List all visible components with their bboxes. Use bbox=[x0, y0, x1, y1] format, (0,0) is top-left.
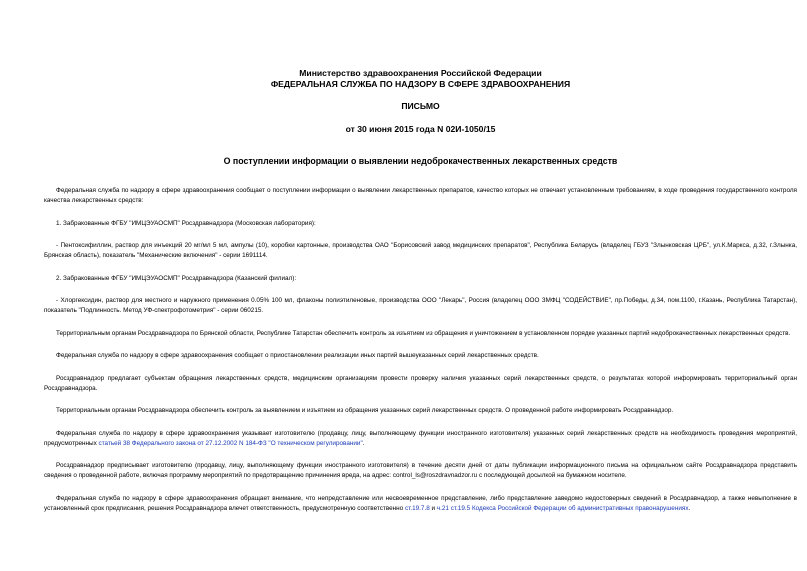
paragraph-manufacturer-measures bbox=[44, 429, 797, 449]
paragraph-suspension: Федеральная служба по надзору в сфере здравоохранения сообщает о приостановлении реализации иных партий вышеуказанных серий лекарственных средств. bbox=[56, 352, 539, 359]
paragraph-text: Федеральная служба по надзору в сфере здравоохранения обращает внимание, что непредставление или несвоевременное представление, либо представление заведомо недостоверных сведений в Росздравнадзор, а также невыполнение в установленный срок предписания, решения Росздравнадзора влечет ответственность, предусмотренную соответственно bbox=[44, 494, 797, 512]
document-type: ПИСЬМО bbox=[401, 101, 440, 111]
paragraph-withdrawal-control: Территориальным органам Росздравнадзора обеспечить контроль за выявлением и изъятием из обращения указанных серий лекарственных средств. О проведенной работе информировать Росздравнадзор. bbox=[56, 407, 674, 414]
paragraph-check-proposal: Росздравнадзор предлагает субъектам обращения лекарственных средств, медицинским организациям провести проверку наличия указанных серий лекарственных средств, о результатах которой информировать территориальный орган Росздравнадзора. bbox=[44, 374, 797, 392]
document-subject: О поступлении информации о выявлении недоброкачественных лекарственных средств bbox=[223, 156, 618, 166]
paragraph-intro: Федеральная служба по надзору в сфере здравоохранения сообщает о поступлении информации о выявлении лекарственных препаратов, качество которых не отвечает установленным требованиям, в ходе проведения государственного контроля качества лекарственных средств: bbox=[44, 187, 797, 204]
ministry-name: Министерство здравоохранения Российской Федерации bbox=[299, 68, 542, 78]
paragraph-territorial-control: Территориальным органам Росздравнадзора по Брянской области, Республике Татарстан обеспечить контроль за изъятием из обращения и уничтожением в установленном порядке указанных партий недоброкачественных лекарственных средств. bbox=[56, 329, 791, 337]
paragraph-text-mid: и bbox=[429, 504, 437, 512]
law-link-184fz[interactable]: статьей 38 Федерального закона от 27.12.2002 N 184-ФЗ "О техническом регулировании" bbox=[98, 439, 363, 447]
paragraph-text: Федеральная служба по надзору в сфере здравоохранения указывает изготовителю (продавцу, лицу, выполняющему функции иностранного изготовителя) указанных серий лекарственных средств на необходимость проведения мероприятий, предусмотренных bbox=[44, 429, 797, 447]
paragraph-lab-moscow: 1. Забракованные ФГБУ "ИМЦЭУАОСМП" Росздравнадзора (Московская лаборатория): bbox=[56, 219, 316, 227]
paragraph-pentoxifylline: - Пентоксифиллин, раствор для инъекций 20 мг/мл 5 мл, ампулы (10), коробки картонные, производства ОАО "Борисовский завод медицинских препаратов", Республика Беларусь (владелец ГБУЗ "Злынковская ЦРБ", ул.К.Маркса, д.32, г.Злынка, Брянская область), показатель "Механические включения" - серии 1691114. bbox=[44, 242, 797, 259]
paragraph-liability bbox=[44, 494, 797, 514]
document-date-number: от 30 июня 2015 года N 02И-1050/15 bbox=[345, 124, 496, 134]
paragraph-prescription: Росздравнадзор предписывает изготовителю (продавцу, лицу, выполняющему функции иностранного изготовителя) в течение десяти дней от даты публикации информационного письма на официальном сайте Росздравнадзора представить сведения о проведенной работе, включая программу мероприятий по предотвращению причинения вреда, на адрес: control_ls@roszdravnadzor.ru с последующей досылкой на бумажном носителе. bbox=[44, 462, 797, 479]
service-name: ФЕДЕРАЛЬНАЯ СЛУЖБА ПО НАДЗОРУ В СФЕРЕ ЗДРАВООХРАНЕНИЯ bbox=[270, 79, 571, 89]
law-link-koap[interactable]: ч.21 ст.19.5 Кодекса Российской Федерации об административных правонарушениях bbox=[436, 504, 689, 512]
law-link-19-7-8[interactable]: ст.19.7.8 bbox=[404, 504, 430, 512]
paragraph-text-end: . bbox=[362, 439, 365, 447]
paragraph-text-end: . bbox=[688, 504, 691, 512]
paragraph-chlorhexidine: - Хлоргексидин, раствор для местного и наружного применения 0.05% 100 мл, флаконы полиэтиленовые, производства ООО "Лекарь", Россия (владелец ООО ЗМФЦ "СОДЕЙСТВИЕ", пр.Победы, д.34, пом.1100, г.Казань, Республика Татарстан), показатель "Подлинность. Метод УФ-спектрофотометрия" - серии 060215. bbox=[44, 297, 797, 314]
document-body bbox=[44, 186, 797, 514]
paragraph-lab-kazan: 2. Забракованные ФГБУ "ИМЦЭУАОСМП" Росздравнадзора (Казанский филиал): bbox=[56, 274, 297, 282]
